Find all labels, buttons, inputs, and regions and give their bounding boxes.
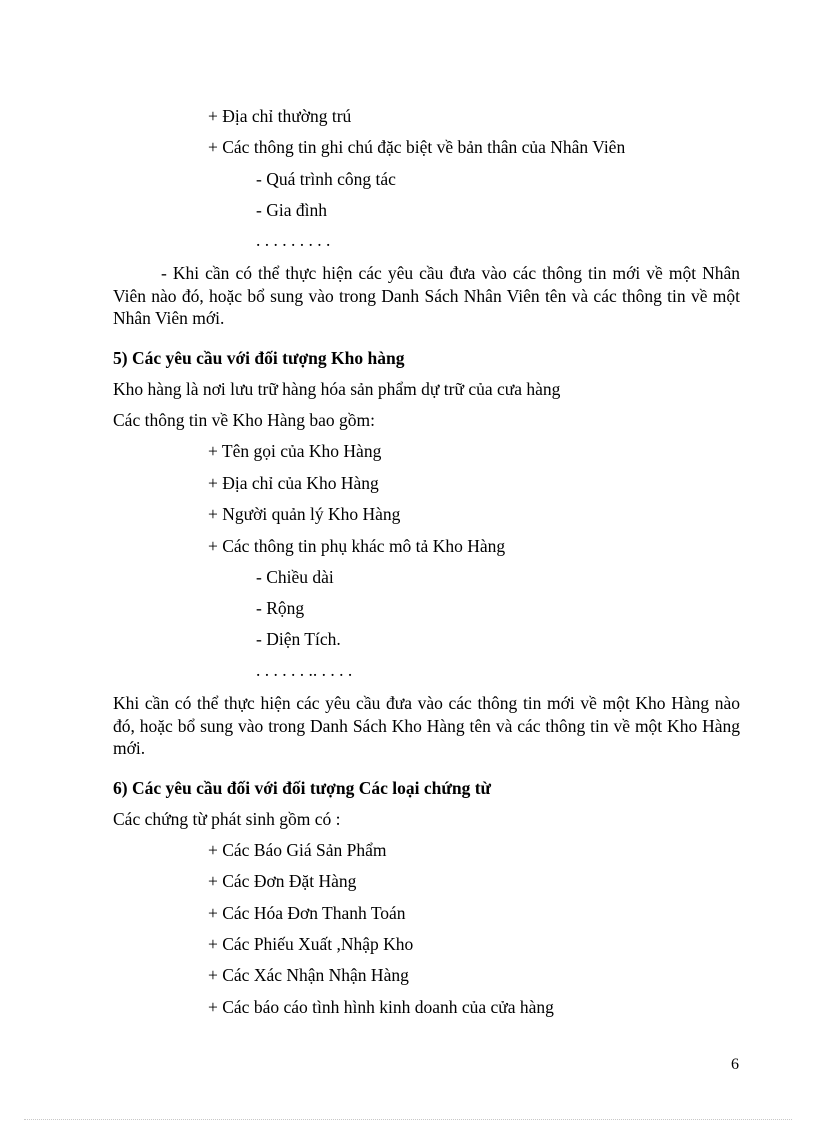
employee-address-item: + Địa chỉ thường trú [208, 106, 352, 126]
section-5-subitem: - Chiều dài [256, 567, 334, 587]
employee-paragraph: - Khi cần có thể thực hiện các yêu cầu đưa vào các thông tin mới về một Nhân Viên nào đó, hoặc bổ sung vào trong Danh Sách Nhân Viên tên và các thông tin về một Nhân Viên mới. [113, 263, 740, 328]
section-5-subitem: - Diện Tích. [256, 629, 341, 649]
section-5-intro: Kho hàng là nơi lưu trữ hàng hóa sản phẩm dự trữ của cưa hàng [113, 379, 561, 399]
section-6-item: + Các Hóa Đơn Thanh Toán [208, 903, 406, 923]
section-5-item: + Các thông tin phụ khác mô tả Kho Hàng [208, 536, 506, 556]
section-6-heading: 6) Các yêu cầu đối với đối tượng Các loại chứng từ [113, 778, 492, 798]
section-5-item: + Địa chỉ của Kho Hàng [208, 473, 379, 493]
employee-notes-item: + Các thông tin ghi chú đặc biệt về bản thân của Nhân Viên [208, 137, 626, 157]
section-6-item: + Các Báo Giá Sản Phẩm [208, 840, 387, 860]
bottom-dotted-rule [24, 1119, 792, 1120]
employee-notes-subitem: - Gia đình [256, 200, 327, 220]
section-6-item: + Các Phiếu Xuất ,Nhập Kho [208, 934, 414, 954]
section-5-intro: Các thông tin về Kho Hàng bao gồm: [113, 410, 375, 430]
page-number: 6 [731, 1056, 739, 1073]
section-5-item: + Tên gọi của Kho Hàng [208, 441, 382, 461]
section-6-item: + Các Đơn Đặt Hàng [208, 871, 357, 891]
section-5-item: + Người quản lý Kho Hàng [208, 504, 401, 524]
section-5-subitem: - Rộng [256, 598, 305, 618]
section-5-paragraph: Khi cần có thể thực hiện các yêu cầu đưa vào các thông tin mới về một Kho Hàng nào đó, hoặc bổ sung vào trong Danh Sách Kho Hàng tên và các thông tin về một Kho Hàng mới. [113, 693, 740, 758]
section-6-intro: Các chứng từ phát sinh gồm có : [113, 809, 341, 829]
employee-notes-subitem: - Quá trình công tác [256, 169, 396, 189]
section-5-ellipsis: . . . . . . .. . . . . [256, 660, 353, 680]
section-6-item: + Các Xác Nhận Nhận Hàng [208, 965, 409, 985]
employee-ellipsis: . . . . . . . . . [256, 230, 331, 250]
section-5-heading: 5) Các yêu cầu với đối tượng Kho hàng [113, 348, 405, 368]
section-6-item: + Các báo cáo tình hình kinh doanh của cửa hàng [208, 997, 554, 1017]
